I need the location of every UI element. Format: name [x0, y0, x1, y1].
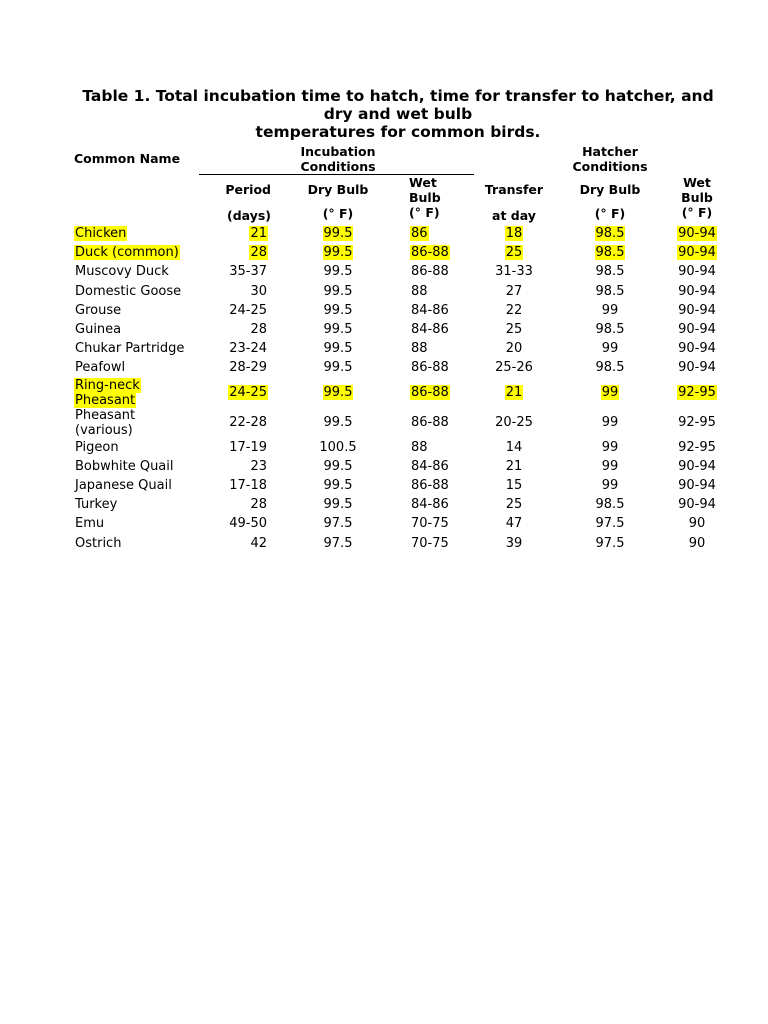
header-dry-bulb-unit: (° F) — [322, 206, 354, 221]
cell-wet-bulb — [410, 339, 470, 358]
cell-text: 86-88 — [411, 477, 449, 493]
cell-dry-bulb — [310, 339, 366, 358]
cell-common-name — [74, 339, 202, 358]
cell-wet-bulb — [410, 533, 470, 552]
header-hatcher-wet-bulb: Wet Bulb (° F) — [681, 175, 713, 220]
cell-transfer — [486, 301, 542, 320]
cell-wet-bulb — [410, 301, 470, 320]
cell-text: 99.5 — [323, 477, 353, 493]
table-row — [0, 339, 768, 358]
cell-dry-bulb — [310, 301, 366, 320]
cell-dry-bulb — [310, 320, 366, 339]
table-row — [0, 457, 768, 476]
cell-text: 84-86 — [411, 302, 449, 318]
cell-hatcher-dry-bulb — [580, 457, 640, 476]
cell-text: 98.5 — [595, 283, 625, 299]
cell-text: 25 — [505, 245, 523, 261]
cell-text: 20-25 — [495, 415, 533, 430]
cell-text: 99.5 — [323, 415, 353, 430]
cell-hatcher-dry-bulb — [580, 438, 640, 457]
cell-period — [222, 476, 268, 495]
table-row — [0, 495, 768, 514]
cell-text: Guinea — [75, 322, 122, 338]
cell-dry-bulb — [310, 476, 366, 495]
title-line-1: Table 1. Total incubation time to hatch, time for transfer to hatcher, and — [82, 87, 714, 105]
cell-hatcher-dry-bulb — [580, 320, 640, 339]
cell-text: 90 — [688, 516, 706, 532]
cell-text: 84-86 — [411, 458, 449, 474]
cell-text-line: Ring-neck — [75, 377, 140, 393]
cell-text: 28 — [250, 497, 267, 513]
cell-transfer — [486, 533, 542, 552]
cell-text: 90-94 — [678, 458, 716, 474]
cell-dry-bulb — [310, 358, 366, 377]
table-row — [0, 262, 768, 281]
cell-transfer — [486, 358, 542, 377]
table-row — [0, 243, 768, 262]
cell-text: Peafowl — [75, 360, 126, 376]
cell-text: 18 — [505, 226, 523, 242]
cell-text: 86-88 — [411, 264, 449, 280]
cell-text: 86-88 — [411, 360, 449, 376]
table-row — [0, 438, 768, 457]
cell-text: Ostrich — [75, 535, 122, 551]
cell-text: 92-95 — [678, 439, 716, 455]
cell-wet-bulb — [410, 476, 470, 495]
cell-text: 98.5 — [595, 245, 625, 261]
cell-hatcher-dry-bulb — [580, 408, 640, 438]
cell-wet-bulb — [410, 224, 470, 243]
cell-text: 90-94 — [678, 264, 716, 280]
cell-text: 86-88 — [411, 245, 449, 261]
cell-text: 22-28 — [229, 415, 267, 430]
cell-text: 99.5 — [323, 385, 353, 400]
cell-text: 90-94 — [678, 497, 716, 513]
cell-text: 70-75 — [411, 535, 449, 551]
cell-text: 99.5 — [323, 322, 353, 338]
header-hatcher-conditions: Hatcher Conditions — [572, 144, 648, 174]
cell-text: Duck (common) — [75, 245, 179, 261]
cell-transfer — [486, 320, 542, 339]
cell-dry-bulb — [310, 514, 366, 533]
cell-dry-bulb — [310, 457, 366, 476]
cell-transfer — [486, 476, 542, 495]
table-row — [0, 301, 768, 320]
cell-text: Emu — [75, 516, 105, 532]
cell-text: 90-94 — [678, 341, 716, 357]
cell-hatcher-wet-bulb — [672, 457, 722, 476]
cell-wet-bulb — [410, 282, 470, 301]
table-row — [0, 358, 768, 377]
cell-dry-bulb — [310, 495, 366, 514]
cell-text: 97.5 — [595, 516, 625, 532]
cell-text: 99.5 — [323, 264, 353, 280]
header-dry-bulb: Dry Bulb — [307, 182, 369, 197]
cell-dry-bulb — [310, 224, 366, 243]
cell-period — [222, 243, 268, 262]
cell-text: 99 — [601, 458, 619, 474]
cell-text-line: (various) — [75, 422, 133, 438]
cell-text: 86-88 — [411, 385, 449, 400]
cell-text: 88 — [411, 439, 428, 455]
cell-wet-bulb — [410, 262, 470, 281]
cell-text: Bobwhite Quail — [75, 458, 174, 474]
cell-period — [222, 438, 268, 457]
cell-hatcher-wet-bulb — [672, 243, 722, 262]
cell-period — [222, 224, 268, 243]
cell-hatcher-wet-bulb — [672, 358, 722, 377]
cell-text: 28 — [250, 245, 267, 261]
table-row — [0, 378, 768, 408]
cell-text: 84-86 — [411, 322, 449, 338]
cell-period — [222, 495, 268, 514]
cell-text: 90 — [688, 535, 706, 551]
cell-common-name — [74, 320, 202, 339]
cell-period — [222, 514, 268, 533]
cell-hatcher-wet-bulb — [672, 282, 722, 301]
table-row — [0, 224, 768, 243]
cell-text: Chukar Partridge — [75, 341, 185, 357]
cell-text: 25 — [505, 322, 523, 338]
cell-text: 97.5 — [323, 535, 353, 551]
header-period: Period — [225, 182, 271, 197]
cell-period — [222, 339, 268, 358]
cell-hatcher-wet-bulb — [672, 262, 722, 281]
cell-common-name — [74, 358, 202, 377]
cell-hatcher-wet-bulb — [672, 320, 722, 339]
table-title — [70, 87, 726, 141]
cell-transfer — [486, 457, 542, 476]
cell-text: 47 — [505, 516, 523, 532]
cell-hatcher-dry-bulb — [580, 301, 640, 320]
cell-text: 15 — [505, 477, 523, 493]
cell-period — [222, 533, 268, 552]
cell-text: 92-95 — [678, 415, 716, 430]
cell-text: 24-25 — [229, 302, 267, 318]
cell-dry-bulb — [310, 243, 366, 262]
table-row — [0, 320, 768, 339]
cell-text: 27 — [505, 283, 523, 299]
cell-hatcher-dry-bulb — [580, 476, 640, 495]
cell-text: 88 — [411, 283, 428, 299]
cell-text: 99 — [601, 302, 619, 318]
cell-text: 21 — [505, 458, 523, 474]
cell-common-name — [74, 476, 202, 495]
cell-text: 28-29 — [229, 360, 267, 376]
cell-hatcher-dry-bulb — [580, 533, 640, 552]
cell-wet-bulb — [410, 438, 470, 457]
header-incubation-conditions: Incubation Conditions — [300, 144, 376, 174]
cell-text: 99.5 — [323, 360, 353, 376]
table-row — [0, 282, 768, 301]
cell-transfer — [486, 262, 542, 281]
title-line-2: dry and wet bulb — [323, 105, 473, 123]
cell-wet-bulb — [410, 243, 470, 262]
cell-hatcher-wet-bulb — [672, 438, 722, 457]
cell-dry-bulb — [310, 262, 366, 281]
cell-text: 86-88 — [411, 415, 449, 430]
cell-common-name — [74, 378, 202, 408]
cell-hatcher-wet-bulb — [672, 476, 722, 495]
cell-text: 28 — [250, 322, 267, 338]
cell-hatcher-dry-bulb — [580, 224, 640, 243]
cell-common-name — [74, 282, 202, 301]
cell-transfer — [486, 495, 542, 514]
cell-dry-bulb — [310, 282, 366, 301]
header-common-name: Common Name — [74, 151, 181, 166]
cell-text: 22 — [505, 302, 523, 318]
cell-dry-bulb — [310, 378, 366, 408]
cell-text: Domestic Goose — [75, 283, 182, 299]
cell-text: 25 — [505, 497, 523, 513]
cell-text: Chicken — [75, 226, 127, 242]
title-line-3: temperatures for common birds. — [255, 123, 541, 141]
cell-text: 99.5 — [323, 245, 353, 261]
cell-text: 99 — [601, 385, 619, 400]
cell-common-name — [74, 262, 202, 281]
cell-text: 99.5 — [323, 283, 353, 299]
cell-transfer — [486, 224, 542, 243]
cell-text: 23 — [250, 458, 267, 474]
cell-dry-bulb — [310, 408, 366, 438]
cell-text: 90-94 — [678, 302, 716, 318]
cell-period — [222, 262, 268, 281]
cell-text: 98.5 — [595, 264, 625, 280]
cell-text: Pigeon — [75, 439, 119, 455]
cell-transfer — [486, 514, 542, 533]
cell-transfer — [486, 282, 542, 301]
cell-text: 99 — [601, 477, 619, 493]
cell-hatcher-wet-bulb — [672, 533, 722, 552]
header-wet-bulb: Wet Bulb (° F) — [409, 175, 441, 220]
cell-hatcher-dry-bulb — [580, 262, 640, 281]
cell-text: 98.5 — [595, 322, 625, 338]
cell-text: 99.5 — [323, 458, 353, 474]
cell-text: 98.5 — [595, 497, 625, 513]
cell-text: 90-94 — [678, 360, 716, 376]
cell-hatcher-dry-bulb — [580, 378, 640, 408]
header-hatcher-dry-bulb-unit: (° F) — [594, 206, 626, 221]
cell-text: 99.5 — [323, 497, 353, 513]
cell-text: 90-94 — [678, 283, 716, 299]
cell-common-name — [74, 224, 202, 243]
cell-text: 35-37 — [229, 264, 267, 280]
cell-text: 21 — [250, 226, 267, 242]
cell-common-name — [74, 438, 202, 457]
cell-period — [222, 358, 268, 377]
cell-wet-bulb — [410, 358, 470, 377]
cell-wet-bulb — [410, 320, 470, 339]
table-row — [0, 533, 768, 552]
header-hatcher-dry-bulb: Dry Bulb — [579, 182, 641, 197]
cell-wet-bulb — [410, 495, 470, 514]
cell-hatcher-wet-bulb — [672, 339, 722, 358]
cell-text: 42 — [250, 535, 267, 551]
cell-hatcher-wet-bulb — [672, 301, 722, 320]
cell-transfer — [486, 339, 542, 358]
cell-common-name — [74, 301, 202, 320]
cell-text: 14 — [505, 439, 523, 455]
cell-text: Muscovy Duck — [75, 264, 169, 280]
cell-period — [222, 408, 268, 438]
cell-wet-bulb — [410, 457, 470, 476]
cell-text: 70-75 — [411, 516, 449, 532]
cell-hatcher-wet-bulb — [672, 378, 722, 408]
cell-text: 90-94 — [678, 322, 716, 338]
cell-hatcher-dry-bulb — [580, 282, 640, 301]
cell-text: 21 — [505, 385, 523, 400]
cell-text: 23-24 — [229, 341, 267, 357]
cell-common-name — [74, 495, 202, 514]
cell-text: 100.5 — [319, 439, 357, 455]
cell-hatcher-dry-bulb — [580, 339, 640, 358]
cell-transfer — [486, 438, 542, 457]
cell-text: 49-50 — [229, 516, 267, 532]
cell-text: 99.5 — [323, 302, 353, 318]
header-period-unit: (days) — [226, 208, 271, 223]
cell-text: 31-33 — [495, 264, 533, 280]
cell-text: 97.5 — [323, 516, 353, 532]
cell-text: 98.5 — [595, 226, 625, 242]
table-row — [0, 408, 768, 438]
cell-text: Turkey — [75, 497, 118, 513]
cell-hatcher-dry-bulb — [580, 495, 640, 514]
cell-text: 90-94 — [678, 245, 716, 261]
cell-common-name — [74, 514, 202, 533]
cell-wet-bulb — [410, 408, 470, 438]
cell-common-name — [74, 457, 202, 476]
cell-text: 97.5 — [595, 535, 625, 551]
cell-common-name — [74, 408, 202, 438]
cell-text: 39 — [505, 535, 523, 551]
cell-hatcher-dry-bulb — [580, 358, 640, 377]
cell-transfer — [486, 408, 542, 438]
cell-hatcher-dry-bulb — [580, 243, 640, 262]
table-body — [0, 224, 768, 553]
cell-text: 17-19 — [229, 439, 267, 455]
cell-transfer — [486, 378, 542, 408]
cell-hatcher-dry-bulb — [580, 514, 640, 533]
cell-text: Grouse — [75, 302, 122, 318]
cell-text: 99.5 — [323, 226, 353, 242]
cell-dry-bulb — [310, 438, 366, 457]
cell-text: 88 — [411, 341, 428, 357]
cell-text: 92-95 — [678, 385, 716, 400]
cell-text: 84-86 — [411, 497, 449, 513]
cell-text: Japanese Quail — [75, 477, 172, 493]
cell-common-name — [74, 243, 202, 262]
cell-text: 20 — [505, 341, 523, 357]
cell-text: 98.5 — [595, 360, 625, 376]
cell-text: 30 — [250, 283, 267, 299]
cell-hatcher-wet-bulb — [672, 408, 722, 438]
cell-period — [222, 457, 268, 476]
cell-text: 24-25 — [229, 385, 267, 400]
cell-text: 86 — [411, 226, 428, 242]
cell-text: 90-94 — [678, 477, 716, 493]
cell-text: 99 — [601, 341, 619, 357]
cell-text: 99 — [601, 439, 619, 455]
cell-text: 90-94 — [678, 226, 716, 242]
header-transfer-at-day: at day — [492, 208, 536, 223]
cell-text: 99.5 — [323, 341, 353, 357]
cell-period — [222, 378, 268, 408]
cell-period — [222, 320, 268, 339]
header-transfer: Transfer — [484, 182, 544, 197]
cell-common-name — [74, 533, 202, 552]
cell-text: 25-26 — [495, 360, 533, 376]
cell-period — [222, 301, 268, 320]
cell-wet-bulb — [410, 378, 470, 408]
cell-text: 99 — [601, 415, 619, 430]
cell-hatcher-wet-bulb — [672, 495, 722, 514]
table-row — [0, 476, 768, 495]
table-row — [0, 514, 768, 533]
cell-text-line: Pheasant — [75, 407, 136, 423]
cell-wet-bulb — [410, 514, 470, 533]
cell-hatcher-wet-bulb — [672, 224, 722, 243]
cell-period — [222, 282, 268, 301]
cell-text: 17-18 — [229, 477, 267, 493]
cell-text-line: Pheasant — [75, 392, 136, 408]
cell-dry-bulb — [310, 533, 366, 552]
cell-hatcher-wet-bulb — [672, 514, 722, 533]
cell-transfer — [486, 243, 542, 262]
